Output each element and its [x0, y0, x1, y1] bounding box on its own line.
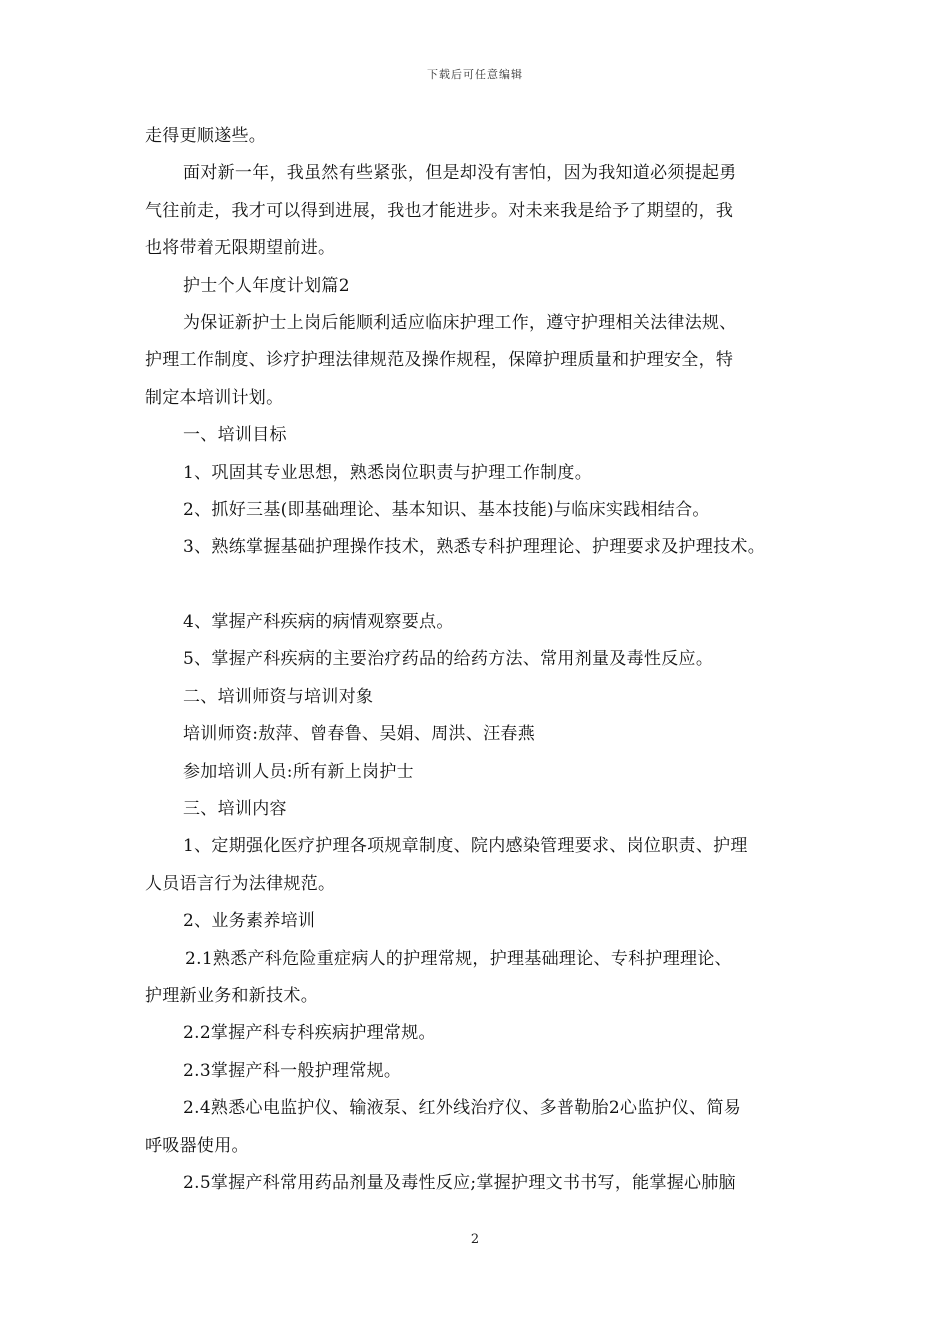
list-item: 2.2掌握产科专科疾病护理常规。: [183, 1023, 436, 1044]
list-item: 2.5掌握产科常用药品剂量及毒性反应;掌握护理文书书写，能掌握心肺脑: [183, 1172, 736, 1193]
list-item: 4、掌握产科疾病的病情观察要点。: [183, 612, 454, 633]
paragraph-line: 护理新业务和新技术。: [145, 985, 318, 1006]
section-heading: 二、培训师资与培训对象: [183, 686, 374, 707]
list-item: 2.1熟悉产科危险重症病人的护理常规，护理基础理论、专科护理理论、: [185, 948, 732, 969]
list-item: 3、熟练掌握基础护理操作技术，熟悉专科护理理论、护理要求及护理技术。: [183, 537, 766, 558]
paragraph-line: 人员语言行为法律规范。: [145, 873, 336, 894]
paragraph-line: 参加培训人员:所有新上岗护士: [183, 761, 414, 782]
list-item: 1、定期强化医疗护理各项规章制度、院内感染管理要求、岗位职责、护理: [183, 836, 748, 857]
paragraph-line: 气往前走，我才可以得到进展，我也才能进步。对未来我是给予了期望的，我: [145, 200, 734, 221]
list-item: 2.4熟悉心电监护仪、输液泵、红外线治疗仪、多普勒胎2心监护仪、简易: [183, 1098, 742, 1119]
paragraph-line: 护理工作制度、诊疗护理法律规范及操作规程，保障护理质量和护理安全，特: [145, 350, 734, 371]
list-item: 2.3掌握产科一般护理常规。: [183, 1060, 402, 1081]
list-item: 1、巩固其专业思想，熟悉岗位职责与护理工作制度。: [183, 462, 593, 483]
section-heading: 一、培训目标: [183, 425, 287, 446]
paragraph-line: 也将带着无限期望前进。: [145, 238, 336, 259]
paragraph-line: 为保证新护士上岗后能顺利适应临床护理工作，遵守护理相关法律法规、: [183, 312, 737, 333]
paragraph-line: 走得更顺遂些。: [145, 126, 267, 146]
paragraph-line: 制定本培训计划。: [145, 387, 284, 408]
blank-line: [145, 567, 815, 604]
section-title: 护士个人年度计划篇2: [183, 275, 350, 296]
paragraph-line: 呼吸器使用。: [145, 1135, 249, 1156]
paragraph-line: 面对新一年，我虽然有些紧张，但是却没有害怕，因为我知道必须提起勇: [183, 163, 737, 184]
page-number: 2: [470, 1232, 480, 1247]
list-item: 2、业务素养培训: [183, 911, 316, 932]
document-body: [145, 118, 815, 1202]
list-item: 2、抓好三基(即基础理论、基本知识、基本技能)与临床实践相结合。: [183, 499, 710, 520]
page-header: 下载后可任意编辑: [427, 68, 523, 81]
list-item: 5、掌握产科疾病的主要治疗药品的给药方法、常用剂量及毒性反应。: [183, 649, 714, 670]
section-heading: 三、培训内容: [183, 799, 287, 820]
paragraph-line: 培训师资:敖萍、曾春鲁、吴娟、周洪、汪春燕: [183, 724, 536, 745]
